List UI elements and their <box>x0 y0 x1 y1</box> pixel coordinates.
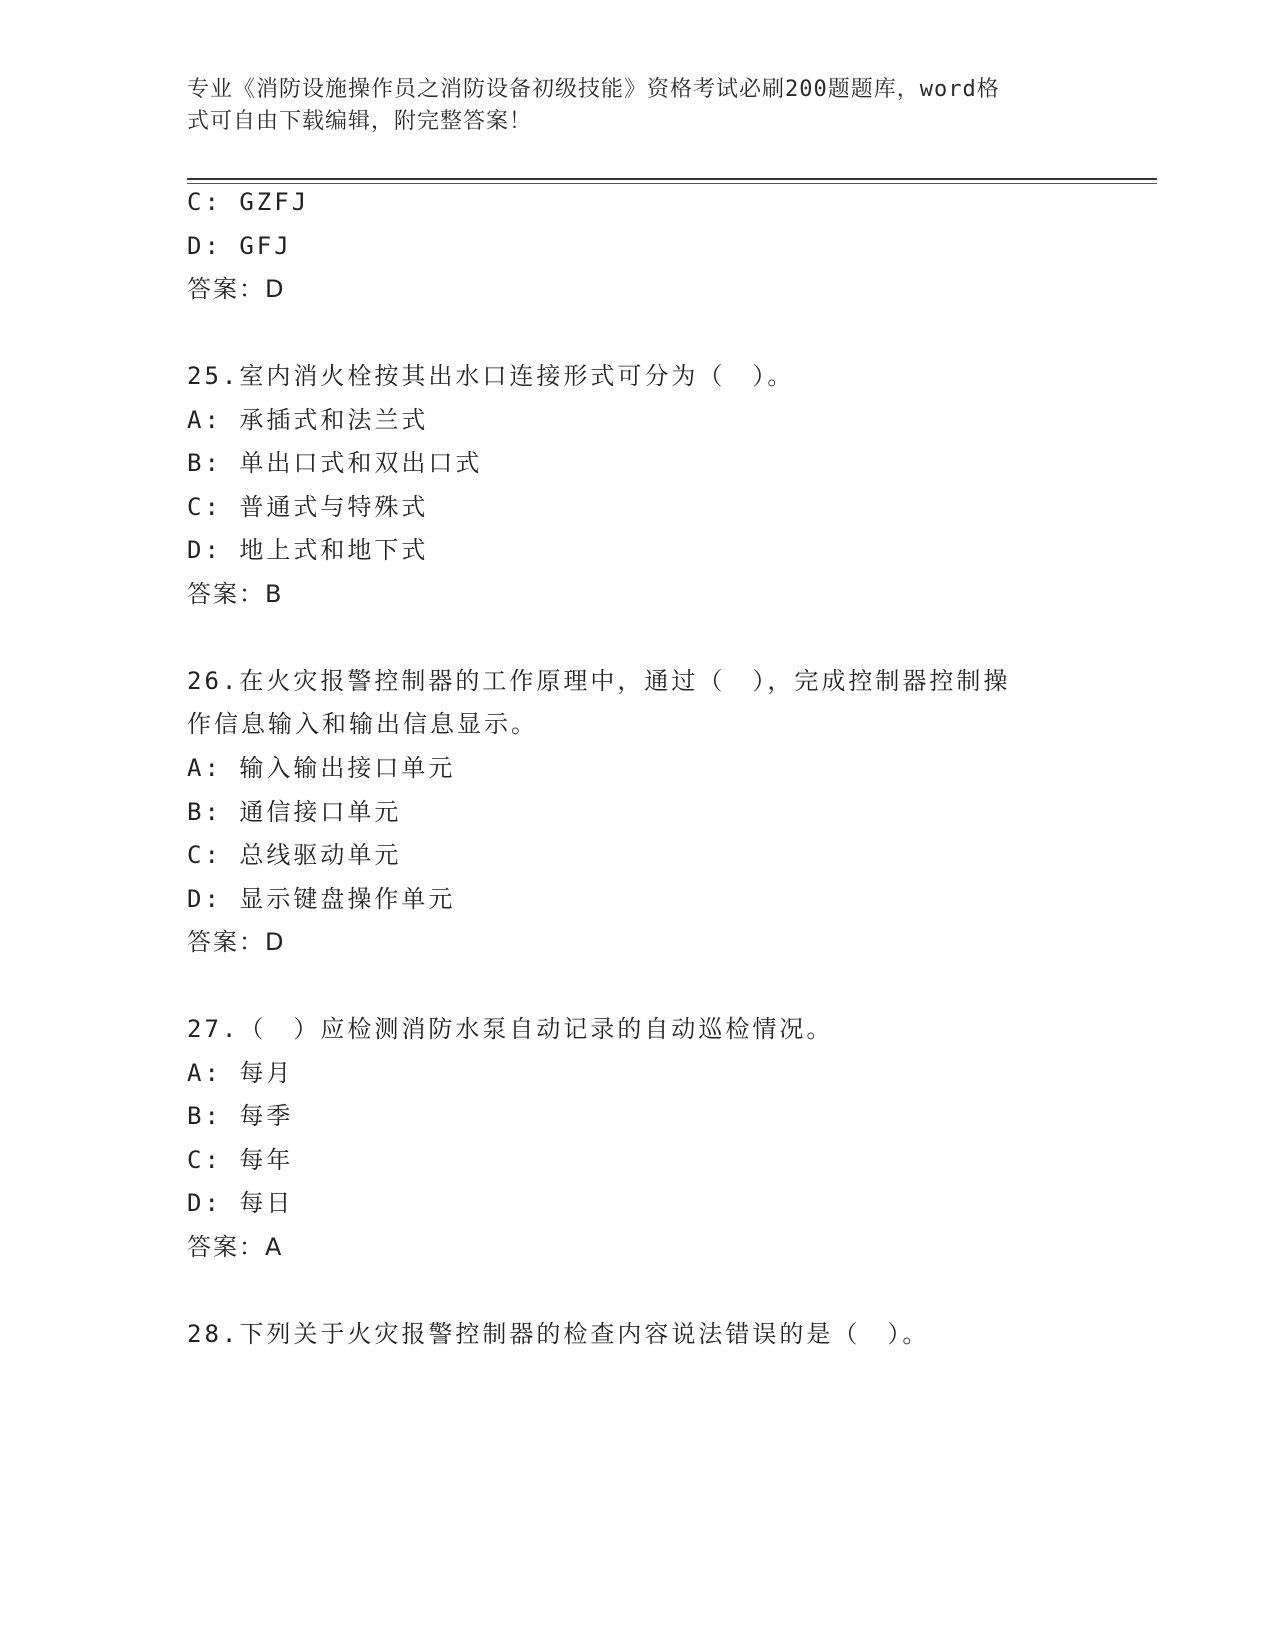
question-25-option-a: A: 承插式和法兰式 <box>187 406 429 434</box>
question-26-answer: 答案：D <box>187 928 286 956</box>
document-header <box>187 74 1067 138</box>
question-26-option-c: C: 总线驱动单元 <box>187 841 402 869</box>
question-28-text: 28.下列关于火灾报警控制器的检查内容说法错误的是（ ）。 <box>187 1320 930 1348</box>
question-26-option-d: D: 显示键盘操作单元 <box>187 885 456 913</box>
question-25-option-b: B: 单出口式和双出口式 <box>187 449 483 477</box>
header-line-1: 专业《消防设施操作员之消防设备初级技能》资格考试必刷200题题库，word格 <box>187 77 1000 102</box>
question-27-option-d: D: 每日 <box>187 1189 294 1217</box>
header-line-2: 式可自由下载编辑，附完整答案！ <box>187 109 533 134</box>
option-c: C: GZFJ <box>187 188 310 216</box>
header-rule-thick <box>187 178 1157 180</box>
question-25-answer: 答案：B <box>187 580 284 608</box>
question-25-option-c: C: 普通式与特殊式 <box>187 493 429 521</box>
question-27-option-c: C: 每年 <box>187 1146 294 1174</box>
question-27-answer: 答案：A <box>187 1233 284 1261</box>
question-25-option-d: D: 地上式和地下式 <box>187 536 429 564</box>
question-27-option-a: A: 每月 <box>187 1059 294 1087</box>
question-27-option-b: B: 每季 <box>187 1102 294 1130</box>
answer-line: 答案：D <box>187 275 286 303</box>
question-26-text-line-2: 作信息输入和输出信息显示。 <box>187 710 538 738</box>
question-26-text-line-1: 26.在火灾报警控制器的工作原理中，通过（ ），完成控制器控制操 <box>187 667 1011 695</box>
header-rule-thin <box>187 183 1157 184</box>
question-27-text: 27.（ ）应检测消防水泵自动记录的自动巡检情况。 <box>187 1015 834 1043</box>
question-25-text: 25.室内消火栓按其出水口连接形式可分为（ ）。 <box>187 362 795 390</box>
question-26-option-b: B: 通信接口单元 <box>187 798 402 826</box>
question-26-option-a: A: 输入输出接口单元 <box>187 754 456 782</box>
option-d: D: GFJ <box>187 232 292 260</box>
